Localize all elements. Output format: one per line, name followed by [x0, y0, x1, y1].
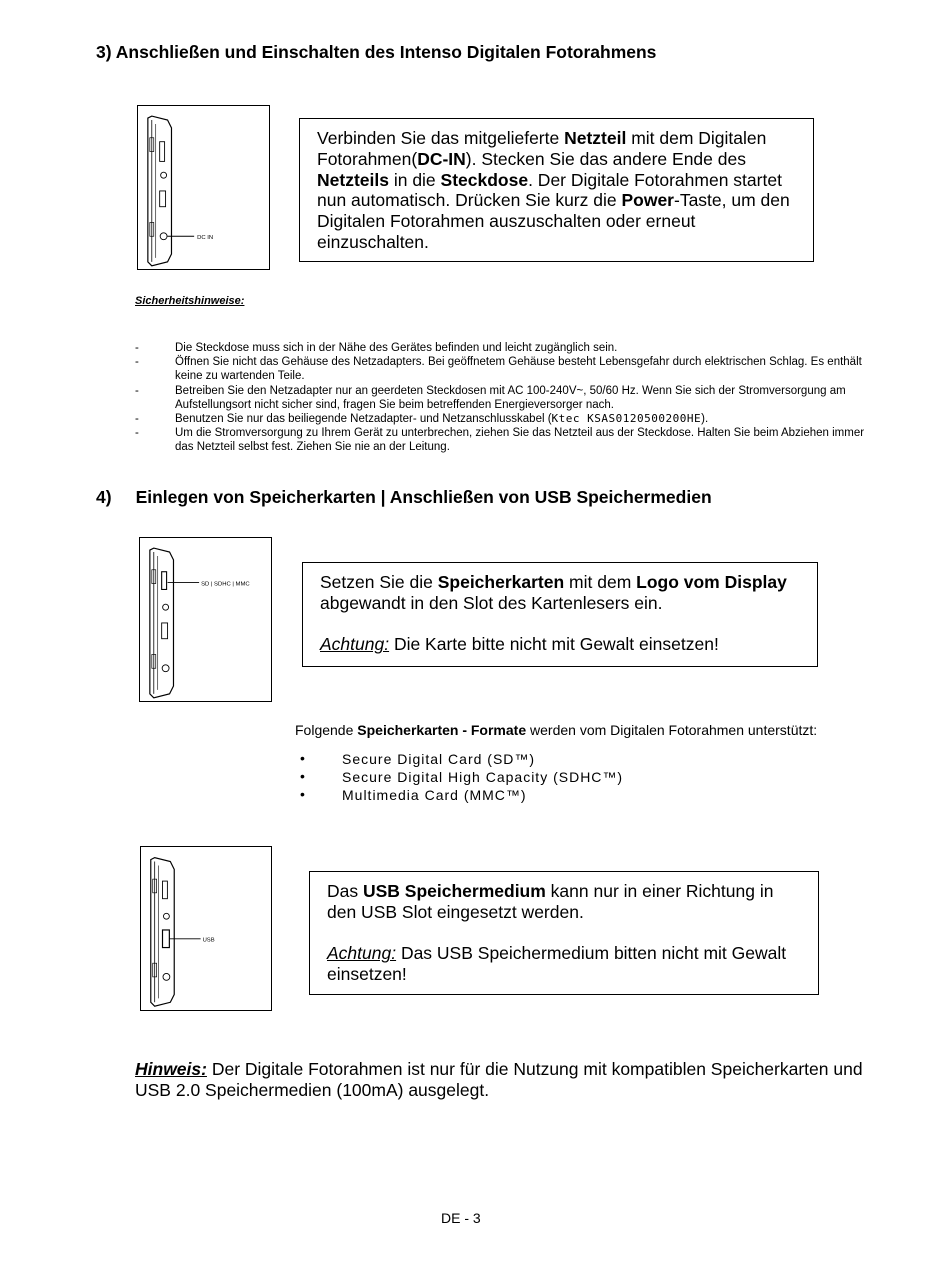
dc-in-figure	[137, 105, 270, 270]
list-item: - Öffnen Sie nicht das Gehäuse des Netzadapters. Bei geöffnetem Gehäuse besteht Lebensgefahr durch elektrischen Schlag. Es enthält keine zu wartenden Teile.	[135, 356, 862, 383]
hint-paragraph: Hinweis: Der Digitale Fotorahmen ist nur für die Nutzung mit kompatiblen Speicherkarten und USB 2.0 Speichermedien (100mA) ausgelegt.	[135, 1059, 863, 1100]
frame-side-illustration	[138, 106, 269, 269]
formats-intro: Folgende Speicherkarten - Formate werden vom Digitalen Fotorahmen unterstützt:	[295, 722, 818, 738]
list-item: • Secure Digital Card (SD™)	[300, 750, 536, 767]
list-item: - Die Steckdose muss sich in der Nähe des Gerätes befinden und leicht zugänglich sein.	[135, 342, 618, 354]
memory-card-callout: Setzen Sie die Speicherkarten mit dem Logo vom Display abgewandt in den Slot des Kartenlesers ein. Achtung: Die Karte bitte nicht mit Gewalt einsetzen!	[302, 562, 818, 667]
card-slot-label: SD | SDHC | MMC	[201, 581, 250, 588]
usb-label: USB	[202, 937, 215, 944]
page-number: DE - 3	[441, 1210, 481, 1226]
frame-side-illustration	[140, 538, 271, 701]
card-slot-figure	[139, 537, 272, 702]
safety-title: Sicherheitshinweise:	[135, 295, 245, 307]
list-item: • Multimedia Card (MMC™)	[300, 786, 527, 803]
section-3-heading: 3) Anschließen und Einschalten des Intenso Digitalen Fotorahmens	[96, 42, 657, 62]
dc-in-label: DC IN	[197, 235, 214, 242]
list-item: • Secure Digital High Capacity (SDHC™)	[300, 768, 624, 785]
list-item: - Betreiben Sie den Netzadapter nur an geerdeten Steckdosen mit AC 100-240V~, 50/60 Hz. Wenn Sie sich der Stromversorgung am Aufstellungsort nicht sicher sind, fragen Sie beim betreffenden Energieversorger nach.	[135, 384, 846, 411]
usb-figure	[140, 846, 272, 1011]
power-callout: Verbinden Sie das mitgelieferte Netzteil mit dem Digitalen Fotorahmen(DC-IN). Stecken Sie das andere Ende des Netzteils in die Steckdose. Der Digitale Fotorahmen startet nun automatisch. Drücken Sie kurz die Power-Taste, um den Digitalen Fotorahmen auszuschalten oder erneut einzuschalten.	[299, 118, 814, 262]
list-item: - Um die Stromversorgung zu Ihrem Gerät zu unterbrechen, ziehen Sie das Netzteil aus der Steckdose. Halten Sie beim Abziehen immer das Netzteil selbst fest. Ziehen Sie nie an der Leitung.	[135, 427, 865, 454]
safety-list	[135, 341, 865, 455]
usb-callout: Das USB Speichermedium kann nur in einer Richtung in den USB Slot eingesetzt werden. Achtung: Das USB Speichermedium bitten nicht mit Gewalt einsetzen!	[309, 871, 819, 995]
formats-list	[300, 750, 720, 804]
list-item: - Benutzen Sie nur das beiliegende Netzadapter- und Netzanschlusskabel (Ktec KSAS0120500200HE).	[135, 412, 709, 426]
frame-side-illustration	[141, 847, 271, 1010]
section-4-heading: 4) Einlegen von Speicherkarten | Anschließen von USB Speichermedien	[96, 487, 712, 507]
